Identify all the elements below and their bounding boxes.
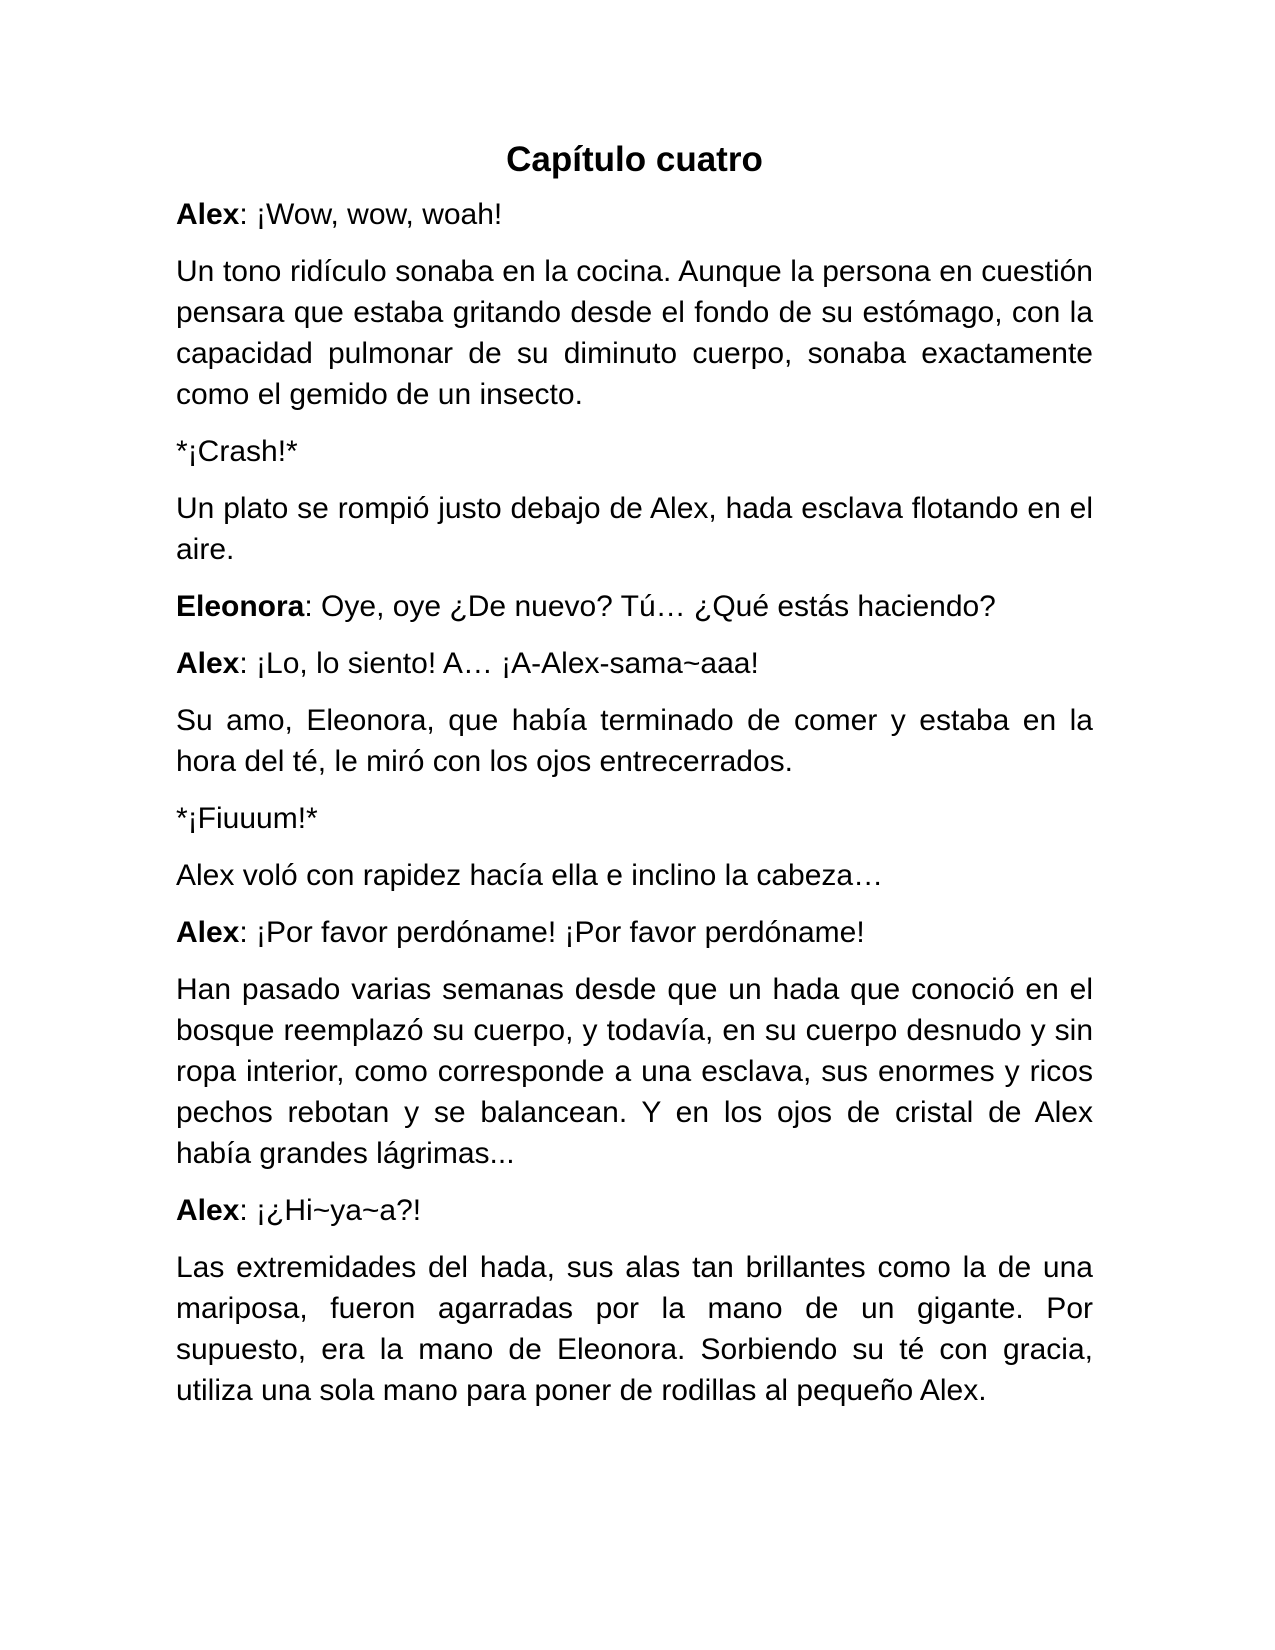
speaker-name: Alex — [176, 916, 240, 949]
narration-paragraph: Su amo, Eleonora, que había terminado de comer y estaba en la hora del té, le miró con los ojos entrecerrados. — [176, 704, 1093, 778]
narration-paragraph: Han pasado varias semanas desde que un hada que conoció en el bosque reemplazó su cuerpo, y todavía, en su cuerpo desnudo y sin ropa interior, como corresponde a una esclava, sus enormes y ricos pechos rebotan y se balancean. Y en los ojos de cristal de Alex había grandes lágrimas... — [176, 973, 1093, 1170]
speaker-name: Alex — [176, 647, 240, 680]
sound-effect: *¡Crash!* — [176, 435, 298, 468]
dialogue-text: : ¡Por favor perdóname! ¡Por favor perdóname! — [239, 916, 865, 949]
dialogue-text: : ¡Lo, lo siento! A… ¡A-Alex-sama~aaa! — [239, 647, 759, 680]
sound-effect: *¡Fiuuum!* — [176, 802, 318, 835]
dialogue-line — [176, 194, 1093, 235]
dialogue-line — [176, 912, 1093, 953]
narration-paragraph: Un tono ridículo sonaba en la cocina. Aunque la persona en cuestión pensara que estaba gritando desde el fondo de su estómago, con la capacidad pulmonar de su diminuto cuerpo, sonaba exactamente como el gemido de un insecto. — [176, 255, 1093, 411]
dialogue-text: : ¡Wow, wow, woah! — [239, 198, 503, 231]
dialogue-line — [176, 586, 1093, 627]
speaker-name: Alex — [176, 198, 240, 231]
document-page — [176, 140, 1093, 1427]
speaker-name: Alex — [176, 1194, 240, 1227]
narration-paragraph: Un plato se rompió justo debajo de Alex, hada esclava flotando en el aire. — [176, 492, 1093, 566]
dialogue-line — [176, 1190, 1093, 1231]
narration-paragraph: Alex voló con rapidez hacía ella e inclino la cabeza… — [176, 859, 884, 892]
dialogue-text: : Oye, oye ¿De nuevo? Tú… ¿Qué estás haciendo? — [304, 590, 996, 623]
speaker-name: Eleonora — [176, 590, 305, 623]
dialogue-text: : ¡¿Hi~ya~a?! — [239, 1194, 422, 1227]
dialogue-line — [176, 643, 1093, 684]
chapter-title: Capítulo cuatro — [506, 140, 763, 179]
narration-paragraph: Las extremidades del hada, sus alas tan brillantes como la de una mariposa, fueron agarradas por la mano de un gigante. Por supuesto, era la mano de Eleonora. Sorbiendo su té con gracia, utiliza una sola mano para poner de rodillas al pequeño Alex. — [176, 1251, 1093, 1407]
